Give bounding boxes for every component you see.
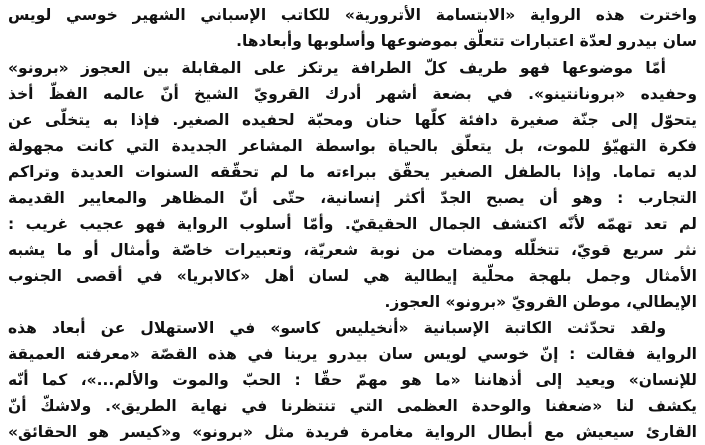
text-line-1: واخترت هذه الرواية «الابتسامة الأترورية» للكاتب الإسباني الشهير خوسي لويس (8, 6, 697, 24)
text-line-5: يتحوّل إلى جنّة صغيرة دافئة كلّها حنان ومحبّة لحفيده الصغير. فإذا به يتخلّى عن (8, 111, 697, 129)
text-line-16: يكشف لنا «ضعفنا والوحدة العظمى التي تنتظرنا في نهاية الطريق». ولاشكّ أنّ (8, 397, 697, 415)
text-line-13: ولقد تحدّثت الكاتبة الإسبانية «أنخيليس كاسو» في الاستهلال عن أبعاد هذه (8, 319, 666, 337)
text-line-15: للإنسان» ويعيد إلى أذهاننا «ما هو مهمّ حقّا : الحبّ والموت والألم...»، كما أنّه (8, 371, 697, 389)
text-line-12: الإيطالي، موطن القرويّ «برونو» العجوز. (384, 293, 697, 311)
text-line-10: نثر سريع قويّ، تتخلّله ومضات من نوبة شعريّة، وتعبيرات خاصّة وأمثال أو ما يشبه (8, 241, 697, 259)
text-line-4: وحفيده «برونانتينو». في بضعة أشهر أدرك القرويّ الشيخ أنّ عالمه الفظّ أخذ (8, 85, 697, 103)
text-line-2: سان بيدرو لعدّة اعتبارات تتعلّق بموضوعها وأسلوبها وأبعادها. (236, 32, 697, 50)
text-line-14: الرواية فقالت : إنّ خوسي لويس سان بيدرو يرينا في هذه القصّة «معرفته العميقة (8, 345, 697, 363)
text-line-17: القارئ سيعيش مع أبطال الرواية مغامرة فريدة مثل «برونو» و«كيسر هو الحقائق» (8, 423, 697, 441)
text-line-11: الأمثال وجمل بلهجة محلّية إيطالية هي لسان أهل «كالابريا» في أقصى الجنوب (8, 267, 697, 285)
text-line-7: لديه تماما. وإذا بالطفل الصغير يحقّق ببراءته ما لم تحقّقه السنوات العديدة وتراكم (8, 163, 697, 181)
text-line-6: فكرة التهيّؤ للموت، بل يتعلّق بالحياة بواسطة المشاعر الجديدة التي كانت مجهولة (8, 137, 697, 155)
text-line-3: أمّا موضوعها فهو طريف كلّ الطرافة يرتكز على المقابلة بين العجوز «برونو» (8, 59, 666, 77)
text-line-9: لم تعد تهمّه لأنّه اكتشف الجمال الحقيقيّ. وأمّا أسلوب الرواية فهو عجيب غريب : (8, 215, 697, 233)
text-line-8: التجارب : وهو أن يصبح الجدّ أكثر إنسانية، حتّى أنّ المظاهر والمعايير القديمة (8, 189, 697, 207)
